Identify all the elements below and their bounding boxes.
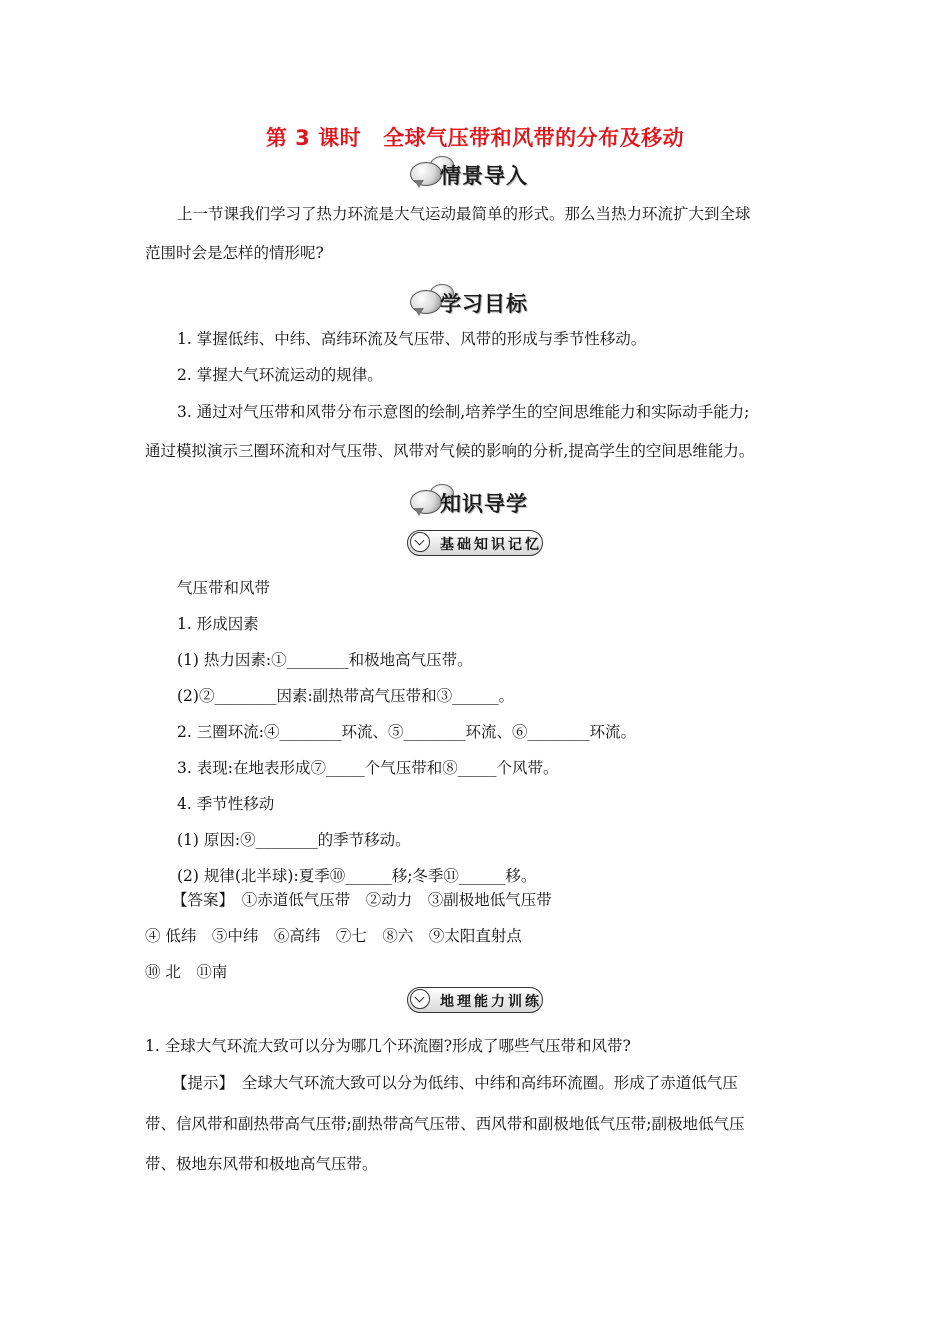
basic-item-2: 2. 三圈环流:④________环流、⑤________环流、⑥________环流。 <box>177 723 636 741</box>
section-header-intro <box>0 156 950 192</box>
clock-icon <box>410 532 430 552</box>
subsection-header-training <box>407 987 543 1013</box>
subsection-label-training: 地理能力训练 <box>440 994 542 1010</box>
answers-line-2: ④ 低纬 ⑤中纬 ⑥高纬 ⑦七 ⑧六 ⑨太阳直射点 <box>145 927 522 945</box>
basic-item-1-2: (2)②________因素:副热带高气压带和③______。 <box>177 687 515 705</box>
section-label-intro: 情景导入 <box>440 164 528 188</box>
basic-item-1-1: (1) 热力因素:①________和极地高气压带。 <box>177 651 473 669</box>
basic-item-4-1: (1) 原因:⑨________的季节移动。 <box>177 831 411 849</box>
goal-item-1: 1. 掌握低纬、中纬、高纬环流及气压带、风带的形成与季节性移动。 <box>177 330 647 348</box>
basic-item-3: 3. 表现:在地表形成⑦_____个气压带和⑧_____个风带。 <box>177 759 559 777</box>
section-header-guide <box>0 484 950 520</box>
intro-paragraph-line-2: 范围时会是怎样的情形呢? <box>145 244 324 262</box>
intro-paragraph-line-1: 上一节课我们学习了热力环流是大气运动最简单的形式。那么当热力环流扩大到全球 <box>177 205 751 223</box>
goal-item-3-continued: 通过模拟演示三圈环流和对气压带、风带对气候的影响的分析,提高学生的空间思维能力。 <box>145 442 755 460</box>
training-question-1: 1. 全球大气环流大致可以分为哪几个环流圈?形成了哪些气压带和风带? <box>145 1037 631 1055</box>
goal-item-2: 2. 掌握大气环流运动的规律。 <box>177 366 383 384</box>
lesson-number: 第 3 课时 <box>265 126 362 150</box>
section-label-guide: 知识导学 <box>440 492 528 516</box>
subsection-header-basic <box>407 530 543 556</box>
page-title <box>0 122 950 152</box>
basic-heading: 气压带和风带 <box>177 579 271 597</box>
basic-item-1: 1. 形成因素 <box>177 615 259 633</box>
training-hint-line-3: 带、极地东风带和极地高气压带。 <box>145 1155 378 1173</box>
goal-item-3: 3. 通过对气压带和风带分布示意图的绘制,培养学生的空间思维能力和实际动手能力; <box>177 403 750 421</box>
clock-icon <box>410 989 430 1009</box>
lesson-topic: 全球气压带和风带的分布及移动 <box>383 126 685 150</box>
basic-item-4: 4. 季节性移动 <box>177 795 275 813</box>
answers-line-3: ⑩ 北 ⑪南 <box>145 963 228 981</box>
section-header-goals <box>0 284 950 320</box>
section-label-goals: 学习目标 <box>440 292 528 316</box>
training-hint-line-2: 带、信风带和副热带高气压带;副热带高气压带、西风带和副极地低气压带;副极地低气压 <box>145 1115 745 1133</box>
answers-line-1: 【答案】 ①赤道低气压带 ②动力 ③副极地低气压带 <box>172 891 552 909</box>
basic-item-4-2: (2) 规律(北半球):夏季⑩______移;冬季⑪______移。 <box>177 867 537 885</box>
subsection-label-basic: 基础知识记忆 <box>440 537 542 553</box>
training-hint-line-1: 【提示】 全球大气环流大致可以分为低纬、中纬和高纬环流圈。形成了赤道低气压 <box>172 1074 738 1092</box>
